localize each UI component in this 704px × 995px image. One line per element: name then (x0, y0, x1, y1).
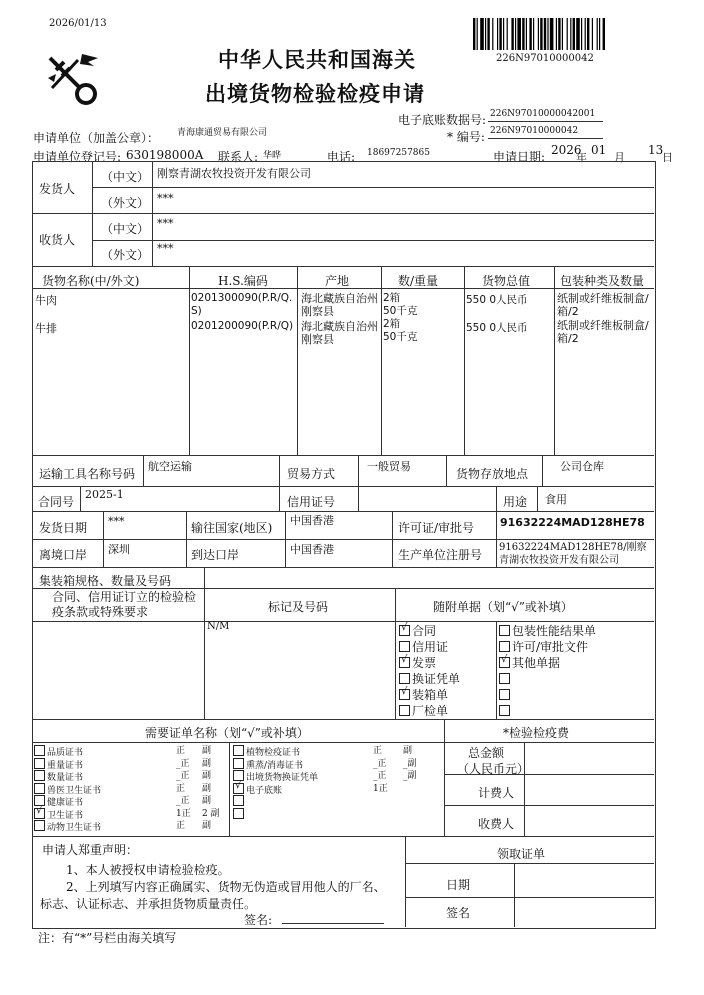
goods-row-2-origin: 海北藏族自治州刚察县 (301, 320, 378, 346)
cert-checkbox[interactable] (233, 779, 244, 794)
goods-row-2-pack: 纸制或纤维板制盒/箱/2 (557, 319, 649, 345)
attached-doc-checkbox[interactable] (399, 705, 410, 716)
trade-mode-label: 贸易方式 (287, 467, 336, 481)
cert-original-count: 1正 (176, 808, 191, 819)
attached-doc-item (499, 687, 596, 703)
declaration-sign-label: 签名: (244, 913, 273, 927)
marks-label: 标记及号码 (268, 600, 329, 614)
goods-header-value: 货物总值 (482, 274, 531, 288)
calc-person-label: 计费人 (478, 786, 515, 800)
arrive-port-label: 到达口岸 (191, 548, 240, 562)
barcode-bar (550, 18, 554, 50)
cert-label: 植物检疫证书 (246, 748, 301, 758)
checkmark-icon: √ (401, 622, 408, 633)
cert-checkbox[interactable] (34, 820, 45, 831)
cert-label: 电子底账 (246, 785, 283, 796)
barcode-bar (585, 18, 586, 50)
contact-label: 联系人: (218, 150, 259, 164)
phone-value: 18697257865 (367, 148, 430, 158)
barcode-bar (558, 18, 560, 50)
customs-emblem-icon (42, 48, 104, 110)
contract-no-value: 2025-1 (85, 488, 124, 501)
checkmark-icon: √ (36, 804, 43, 816)
cert-original-count: 正 (373, 746, 383, 756)
shipper-cn-label: （中文） (101, 170, 150, 184)
ship-date-value: *** (108, 515, 125, 528)
goods-row-1-value: 550 0人民币 (466, 294, 528, 306)
goods-header-hs: H.S.编码 (218, 274, 268, 288)
goods-row-1-origin: 海北藏族自治州刚察县 (301, 292, 378, 318)
barcode-bar (492, 18, 493, 50)
day-label: 日 (662, 151, 673, 164)
checkmark-icon: √ (401, 654, 408, 665)
apply-month: 01 (591, 143, 607, 157)
applicant-label: 申请单位（加盖公章）： (33, 131, 160, 145)
cert-checkbox[interactable] (233, 758, 244, 769)
barcode-bar (515, 18, 516, 50)
need-certs-label: 需要证单名称（划“√”或补填） (145, 726, 309, 740)
checkmark-icon: √ (235, 779, 242, 791)
apply-day: 13 (648, 143, 664, 157)
barcode-bar (599, 18, 600, 50)
producer-reg-value: 91632224MAD128HE78/刚察青湖农牧投资开发有限公司 (499, 542, 647, 566)
cert-copy-count: 副 (403, 746, 413, 756)
barcode-bar (567, 18, 568, 50)
attached-doc-item (399, 655, 460, 671)
barcode-bar (562, 18, 563, 50)
attached-doc-item (499, 623, 596, 639)
cert-item (34, 804, 226, 821)
cert-label: 熏蒸/消毒证书 (246, 760, 304, 771)
barcode-bar (499, 18, 501, 50)
container-label: 集装箱规格、数量及号码 (39, 574, 172, 588)
barcode-bar (573, 18, 575, 50)
barcode-bar (522, 18, 524, 50)
attached-docs-right (499, 623, 596, 719)
consignee-label: 收货人 (39, 233, 76, 247)
cert-label: 健康证书 (47, 798, 84, 808)
ship-date-label: 发货日期 (39, 521, 88, 535)
attached-doc-item (499, 639, 596, 655)
storage-label: 货物存放地点 (456, 467, 529, 481)
barcode (473, 18, 683, 50)
goods-row-2-qty: 2箱 50千克 (383, 318, 418, 343)
cert-copy-count: 副 (202, 758, 212, 769)
cert-original-count: 正 (176, 783, 186, 794)
attached-doc-checkbox[interactable] (499, 705, 510, 716)
transport-tool-label: 运输工具名称号码 (39, 467, 136, 481)
barcode-bar (480, 18, 484, 50)
attached-doc-item (399, 639, 460, 655)
total-amount-label: 总金额 (468, 746, 505, 760)
total-amount-unit: （人民币元） (457, 762, 530, 776)
apply-date-label: 申请日期: (493, 150, 546, 164)
footer-note: 注：有“*”号栏由海关填写 (38, 931, 177, 945)
barcode-bar (487, 18, 489, 50)
attached-doc-checkbox[interactable] (499, 641, 510, 652)
attached-doc-item (399, 671, 460, 687)
depart-port-value: 深圳 (108, 543, 130, 556)
cert-copy-count: _副 (403, 771, 417, 781)
attached-doc-item (399, 687, 460, 703)
attached-doc-label: 厂检单 (412, 704, 449, 718)
cert-item (233, 795, 443, 808)
consignee-en-label: （外文） (101, 248, 150, 262)
barcode-bar (511, 18, 513, 50)
cert-label: 品质证书 (47, 748, 84, 758)
cert-original-count: 正 (176, 821, 186, 831)
barcode-bar (538, 18, 539, 50)
marks-value: N/M (207, 621, 230, 632)
barcode-bar (497, 18, 498, 50)
attached-doc-checkbox[interactable] (499, 673, 510, 684)
goods-row-1-name: 牛肉 (35, 294, 57, 307)
goods-header-origin: 产地 (325, 274, 350, 288)
checkmark-icon: √ (401, 686, 408, 697)
depart-port-label: 离境口岸 (39, 548, 88, 562)
cert-original-count: _正 (373, 771, 387, 781)
consignee-cn-label: （中文） (101, 222, 150, 236)
goods-row-1-qty: 2箱 50千克 (383, 292, 418, 317)
cert-item (233, 745, 443, 758)
cert-original-count: 正 (176, 746, 186, 756)
contact-value: 华晔 (263, 151, 282, 161)
cert-item (34, 758, 226, 771)
cert-label: 出境货物换证凭单 (246, 773, 319, 783)
applicant-value: 青海康通贸易有限公司 (177, 128, 268, 138)
goods-row-1-hs: 0201300090(P.R/Q.S) (191, 292, 293, 317)
checkmark-icon: √ (501, 654, 508, 665)
barcode-bar (587, 18, 589, 50)
cert-original-count: _正 (176, 771, 190, 781)
number-value: 226N97010000042 (490, 126, 579, 136)
use-label: 用途 (503, 495, 528, 509)
cert-checkbox[interactable] (34, 804, 45, 819)
barcode-bar (526, 18, 527, 50)
barcode-bar (485, 18, 486, 50)
cert-item (34, 770, 226, 783)
cert-original-count: _正 (176, 758, 190, 769)
declaration-title: 申请人郑重声明： (42, 843, 139, 857)
goods-header-name: 货物名称(中/外文) (42, 274, 140, 288)
attached-doc-label: 其他单据 (512, 656, 561, 670)
attached-doc-item (399, 703, 460, 719)
goods-row-2-hs: 0201200090(P.R/Q) (191, 320, 294, 332)
consignee-cn-value: *** (157, 217, 174, 230)
barcode-bar (533, 18, 534, 50)
cert-item (34, 820, 226, 833)
cert-checkbox[interactable] (34, 770, 45, 781)
attached-doc-checkbox[interactable] (399, 622, 410, 636)
number-underline (488, 138, 603, 139)
barcode-bar (603, 18, 605, 50)
attached-doc-label: 装箱单 (412, 688, 449, 702)
shipper-cn-value: 刚察青湖农牧投资开发有限公司 (157, 167, 311, 180)
attached-doc-checkbox[interactable] (399, 641, 410, 652)
cert-checkbox[interactable] (34, 745, 45, 756)
attached-doc-item (399, 623, 460, 639)
cert-copy-count: 副 (202, 771, 212, 781)
attached-doc-label: 包装性能结果单 (512, 624, 597, 638)
cert-checkbox[interactable] (233, 808, 244, 819)
goods-row-1-pack: 纸制或纤维板制盒/箱/2 (557, 292, 649, 318)
form-title-line2: 出境货物检验检疫申请 (205, 81, 425, 106)
goods-header-pack: 包装种类及数量 (560, 274, 645, 288)
barcode-bar (507, 18, 508, 50)
attached-doc-label: 发票 (412, 656, 437, 670)
cert-checkbox[interactable] (233, 795, 244, 806)
license-label: 许可证/审批号 (398, 521, 475, 535)
cert-item (233, 758, 443, 771)
barcode-bar (547, 18, 548, 50)
attached-doc-label: 信用证 (412, 640, 449, 654)
cert-label: 卫生证书 (47, 810, 84, 821)
attached-doc-checkbox[interactable] (399, 686, 410, 700)
e-account-label: 电子底账数据号: (398, 113, 487, 127)
barcode-bar (576, 18, 580, 50)
cert-label: 数量证书 (47, 773, 84, 783)
year-label: 年 (576, 151, 587, 164)
license-value: 91632224MAD128HE78 (500, 516, 645, 529)
cert-copy-count: 副 (202, 796, 212, 806)
e-account-underline (488, 121, 603, 122)
e-account-value: 226N97010000042001 (490, 109, 596, 119)
cert-original-count: 1正 (373, 783, 388, 794)
goods-row-2-name: 牛排 (35, 322, 57, 335)
cert-original-count: _正 (373, 758, 387, 769)
barcode-bar (517, 18, 521, 50)
inspection-fee-label: *检验检疫费 (503, 726, 570, 740)
certs-right-list (233, 745, 443, 820)
cert-original-count: _正 (176, 796, 190, 806)
attached-doc-checkbox[interactable] (399, 654, 410, 668)
cert-copy-count: 副 (202, 783, 212, 794)
cert-checkbox[interactable] (34, 783, 45, 794)
shipper-en-label: （外文） (101, 196, 150, 210)
transport-tool-value: 航空运输 (148, 460, 192, 473)
attached-doc-item (499, 671, 596, 687)
contract-no-label: 合同号 (38, 495, 75, 509)
reg-value: 630198000A (126, 148, 204, 162)
producer-reg-label: 生产单位注册号 (398, 548, 483, 562)
attached-docs-left (399, 623, 460, 719)
cert-copy-count: _副 (403, 758, 417, 769)
collect-person-label: 收费人 (478, 817, 515, 831)
barcode-number: 226N97010000042 (496, 53, 594, 64)
barcode-bar (503, 18, 504, 50)
barcode-bar (540, 18, 542, 50)
number-label: * 编号: (447, 130, 485, 144)
lc-no-label: 信用证号 (287, 495, 336, 509)
terms-label: 合同、信用证订立的检验检疫条款或特殊要求 (52, 590, 197, 619)
arrive-port-value: 中国香港 (290, 543, 334, 556)
cert-item (233, 779, 443, 796)
phone-label: 电话: (327, 150, 356, 164)
barcode-bar (592, 18, 593, 50)
cert-item (233, 770, 443, 783)
barcode-bar (544, 18, 546, 50)
reg-label: 申请单位登记号: (33, 150, 122, 164)
docs-label: 随附单据（划“√”或补填） (433, 600, 573, 614)
barcode-bar (597, 18, 598, 50)
cert-item (34, 745, 226, 758)
cert-copy-count: 副 (202, 821, 212, 831)
cert-item (233, 808, 443, 821)
consignee-en-value: *** (157, 242, 174, 255)
attached-doc-checkbox[interactable] (499, 689, 510, 700)
shipper-en-value: *** (157, 192, 174, 205)
use-value: 食用 (545, 493, 567, 506)
storage-value: 公司仓库 (560, 460, 604, 473)
cert-copy-count: 副 (202, 746, 212, 756)
declaration-line3: 标志、认证标志、并承担货物质量责任。 (40, 897, 257, 911)
attached-doc-item (499, 655, 596, 671)
dest-country-label: 输往国家(地区) (191, 521, 273, 535)
cert-item (34, 795, 226, 808)
dest-country-value: 中国香港 (290, 514, 334, 527)
attached-doc-label: 合同 (412, 624, 437, 638)
print-date: 2026/01/13 (49, 18, 107, 29)
declaration-line1: 1、本人被授权申请检验检疫。 (66, 863, 230, 877)
cert-checkbox[interactable] (233, 745, 244, 756)
cert-label: 动物卫生证书 (47, 823, 102, 833)
attached-doc-label: 换证凭单 (412, 672, 461, 686)
receive-date-label: 日期 (446, 878, 471, 892)
certs-left-list (34, 745, 226, 833)
attached-doc-checkbox[interactable] (499, 625, 510, 636)
barcode-bar (570, 18, 571, 50)
month-label: 月 (614, 151, 625, 164)
barcode-bar (529, 18, 531, 50)
receive-certs-label: 领取证单 (497, 847, 546, 861)
barcode-bar (556, 18, 557, 50)
attached-doc-checkbox[interactable] (399, 673, 410, 684)
cert-copy-count: 2 副 (202, 808, 220, 819)
attached-doc-item (499, 703, 596, 719)
goods-header-qty: 数/重量 (398, 274, 439, 288)
attached-doc-checkbox[interactable] (499, 654, 510, 668)
cert-label: 兽医卫生证书 (47, 785, 102, 796)
cert-checkbox[interactable] (34, 758, 45, 769)
cert-label: 重量证书 (47, 760, 84, 771)
shipper-label: 发货人 (39, 182, 76, 196)
declaration-line2: 2、上列填写内容正确属实、货物无伪造或冒用他人的厂名、 (66, 880, 386, 894)
barcode-bar (473, 18, 475, 50)
receive-sign-label: 签名 (446, 906, 471, 920)
form-title-line1: 中华人民共和国海关 (218, 47, 416, 72)
declaration-sign-line (282, 923, 384, 924)
cert-item (34, 783, 226, 796)
attached-doc-label: 许可/审批文件 (512, 640, 589, 654)
barcode-bar (581, 18, 582, 50)
apply-year: 2026 (551, 143, 582, 157)
goods-row-2-value: 550 0人民币 (466, 322, 528, 334)
barcode-bar (477, 18, 478, 50)
trade-mode-value: 一般贸易 (367, 460, 411, 473)
